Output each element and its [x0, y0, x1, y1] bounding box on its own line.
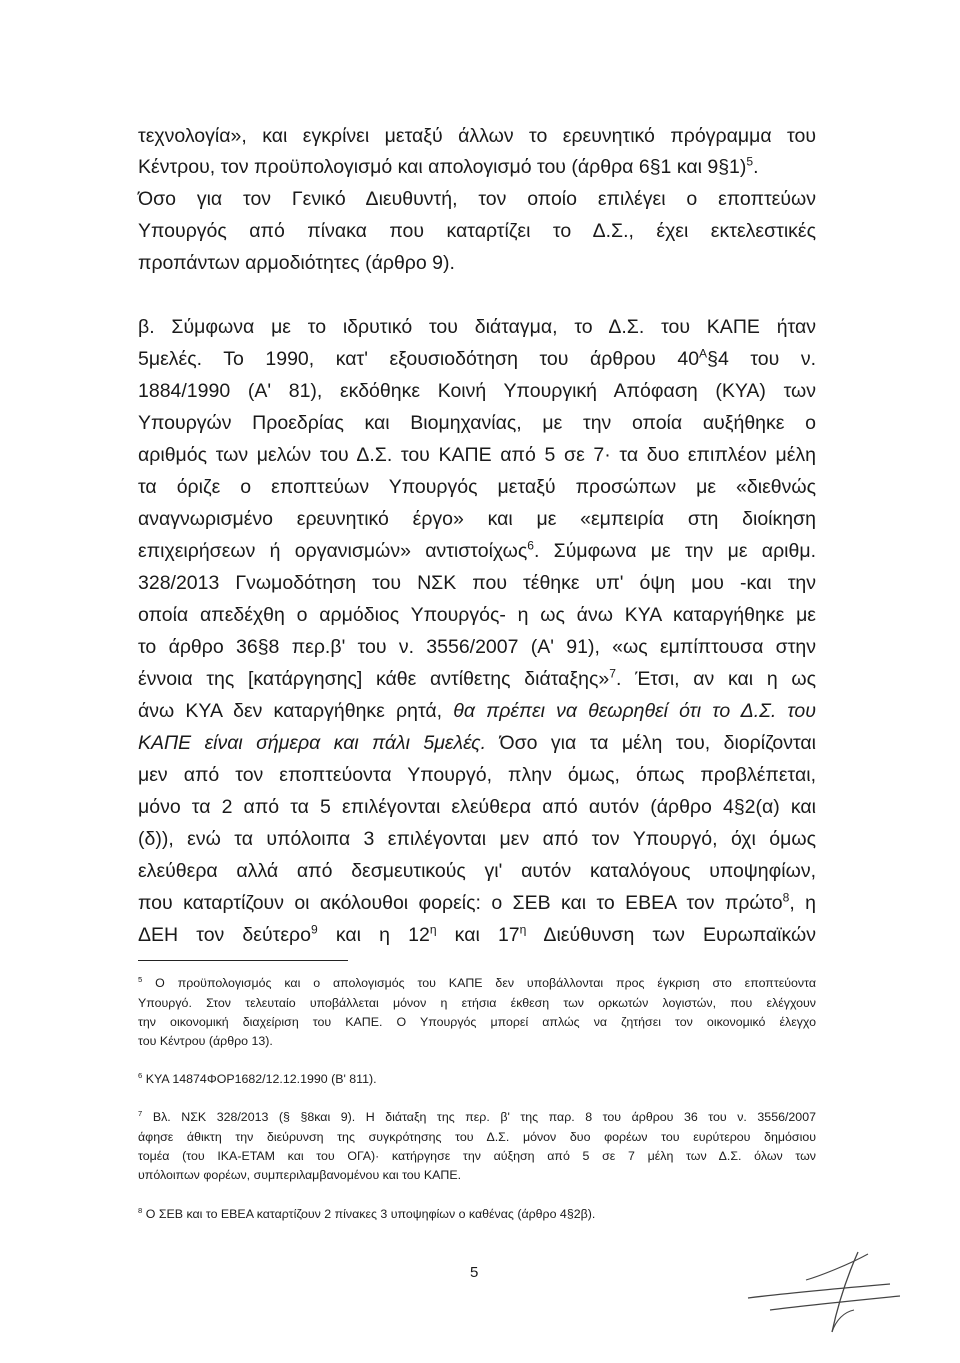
footnote-5: $^5$ Ο προϋπολογισμός και ο απολογισμός του ΚΑΠΕ δεν υποβάλλονται προς έγκριση στο εποπτεύοντα	[138, 974, 816, 990]
body-line: β. Σύμφωνα με το ιδρυτικό του διάταγμα, το Δ.Σ. του ΚΑΠΕ ήταν	[138, 316, 816, 338]
footnote-8: $^8$ Ο ΣΕΒ και το ΕΒΕΑ καταρτίζουν 2 πίνακες 3 υποψηφίων ο καθένας (άρθρο 4§2β).	[138, 1205, 596, 1221]
body-line: αριθμός των μελών του Δ.Σ. του ΚΑΠΕ από 5 σε 7· τα δυο επιπλέον μέλη	[138, 444, 816, 466]
footnote-5-line: την οικονομική διαχείριση του ΚΑΠΕ. Ο Υπουργός μπορεί απλώς να ζητήσει τον οικονομικό έλεγχο	[138, 1015, 816, 1029]
body-line: έννοια της [κατάργησης] κάθε αντίθετης διάταξης»$^7$. Έτσι, αν και η ως	[138, 666, 816, 690]
body-line: ΔΕΗ τον δεύτερο$^9$ και η $12^\eta$ και $17^\eta$ Διεύθυνση των Ευρωπαϊκών	[138, 922, 816, 946]
body-line: 328/2013 Γνωμοδότηση του ΝΣΚ που τέθηκε υπ' όψη μου -και την	[138, 572, 816, 594]
footnote-7-line: τομέα (του ΙΚΑ-ΕΤΑΜ και του ΟΓΑ)· κατήργησε την αύξηση από 5 σε 7 μέλη των Δ.Σ. όλων των	[138, 1149, 816, 1163]
body-line: Κέντρου, τον προϋπολογισμό και απολογισμό του (άρθρα 6§1 και 9§1)$^5$.	[138, 154, 759, 178]
body-line: μόνο τα 2 από τα 5 επιλέγονται ελεύθερα από αυτόν (άρθρο 4§2(α) και	[138, 796, 816, 818]
page-number: 5	[470, 1264, 479, 1281]
footnote-7-line: υπόλοιπων φορέων, συμπεριλαμβανομένου και του ΚΑΠΕ.	[138, 1168, 462, 1182]
body-line: (δ)), ενώ τα υπόλοιπα 3 επιλέγονται μεν από τον Υπουργό, όχι όμως	[138, 828, 816, 850]
body-line: ελεύθερα αλλά από δεσμευτικούς γι' αυτόν καταλόγους υποψηφίων,	[138, 860, 816, 882]
handwritten-signature-icon	[740, 1240, 910, 1340]
footnote-separator	[138, 960, 348, 961]
body-line: μεν από τον εποπτεύοντα Υπουργό, πλην όμως, όπως προβλέπεται,	[138, 764, 816, 786]
body-line: άνω ΚΥΑ δεν καταργήθηκε ρητά, θα πρέπει να θεωρηθεί ότι το Δ.Σ. του	[138, 700, 816, 722]
body-line: ΚΑΠΕ είναι σήμερα και πάλι 5μελές. Όσο για τα μέλη του, διορίζονται	[138, 732, 816, 754]
body-line: επιχειρήσεων ή οργανισμών» αντιστοίχως$^6$. Σύμφωνα με την με αριθμ.	[138, 538, 816, 562]
body-line: Όσο για τον Γενικό Διευθυντή, τον οποίο επιλέγει ο εποπτεύων	[138, 188, 816, 210]
body-line: προπάντων αρμοδιότητες (άρθρο 9).	[138, 252, 455, 274]
body-line: Υπουργός από πίνακα που καταρτίζει το Δ.Σ., έχει εκτελεστικές	[138, 220, 816, 242]
footnote-5-line: του Κέντρου (άρθρο 13).	[138, 1034, 273, 1048]
footnote-7-line: άφησε άθικτη την διεύρυνση της συγκρότησης του Δ.Σ. μόνον δυο φορέων του ευρύτερου δημόσιου	[138, 1130, 816, 1144]
body-line: αναγνωρισμένο ερευνητικό έργο» και με «εμπειρία στη διοίκηση	[138, 508, 816, 530]
footnote-6: $^6$ ΚΥΑ 14874ΦΟΡ1682/12.12.1990 (Β' 811).	[138, 1070, 377, 1086]
body-line: 1884/1990 (Α' 81), εκδόθηκε Κοινή Υπουργική Απόφαση (ΚΥΑ) των	[138, 380, 816, 402]
body-line: 5μελές. Το 1990, κατ' εξουσιοδότηση του άρθρου $40^A\S 4$ του ν.	[138, 346, 816, 370]
body-line: Υπουργών Προεδρίας και Βιομηχανίας, με την οποία αυξήθηκε ο	[138, 412, 816, 434]
footnote-5-line: Υπουργό. Στον τελευταίο υποβάλλεται μόνον η ετήσια έκθεση των ορκωτών λογιστών, που ελέγχουν	[138, 996, 816, 1010]
body-line: οποία απεδέχθη ο αρμόδιος Υπουργός- η ως άνω ΚΥΑ καταργήθηκε με	[138, 604, 816, 626]
body-line: τα όριζε ο εποπτεύων Υπουργός μεταξύ προσώπων με «διεθνώς	[138, 476, 816, 498]
body-line: το άρθρο 36§8 περ.β' του ν. 3556/2007 (Α' 91), «ως εμπίπτουσα στην	[138, 636, 816, 658]
body-line: τεχνολογία», και εγκρίνει μεταξύ άλλων το ερευνητικό πρόγραμμα του	[138, 125, 816, 147]
body-line: που καταρτίζουν οι ακόλουθοι φορείς: ο ΣΕΒ και το ΕΒΕΑ τον πρώτο$^8$, η	[138, 890, 817, 914]
footnote-7: $^7$ Βλ. ΝΣΚ 328/2013 (§ §8και 9). Η διάταξη της περ. β' της παρ. 8 του άρθρου 36 του ν. 3556/2007	[138, 1108, 816, 1124]
